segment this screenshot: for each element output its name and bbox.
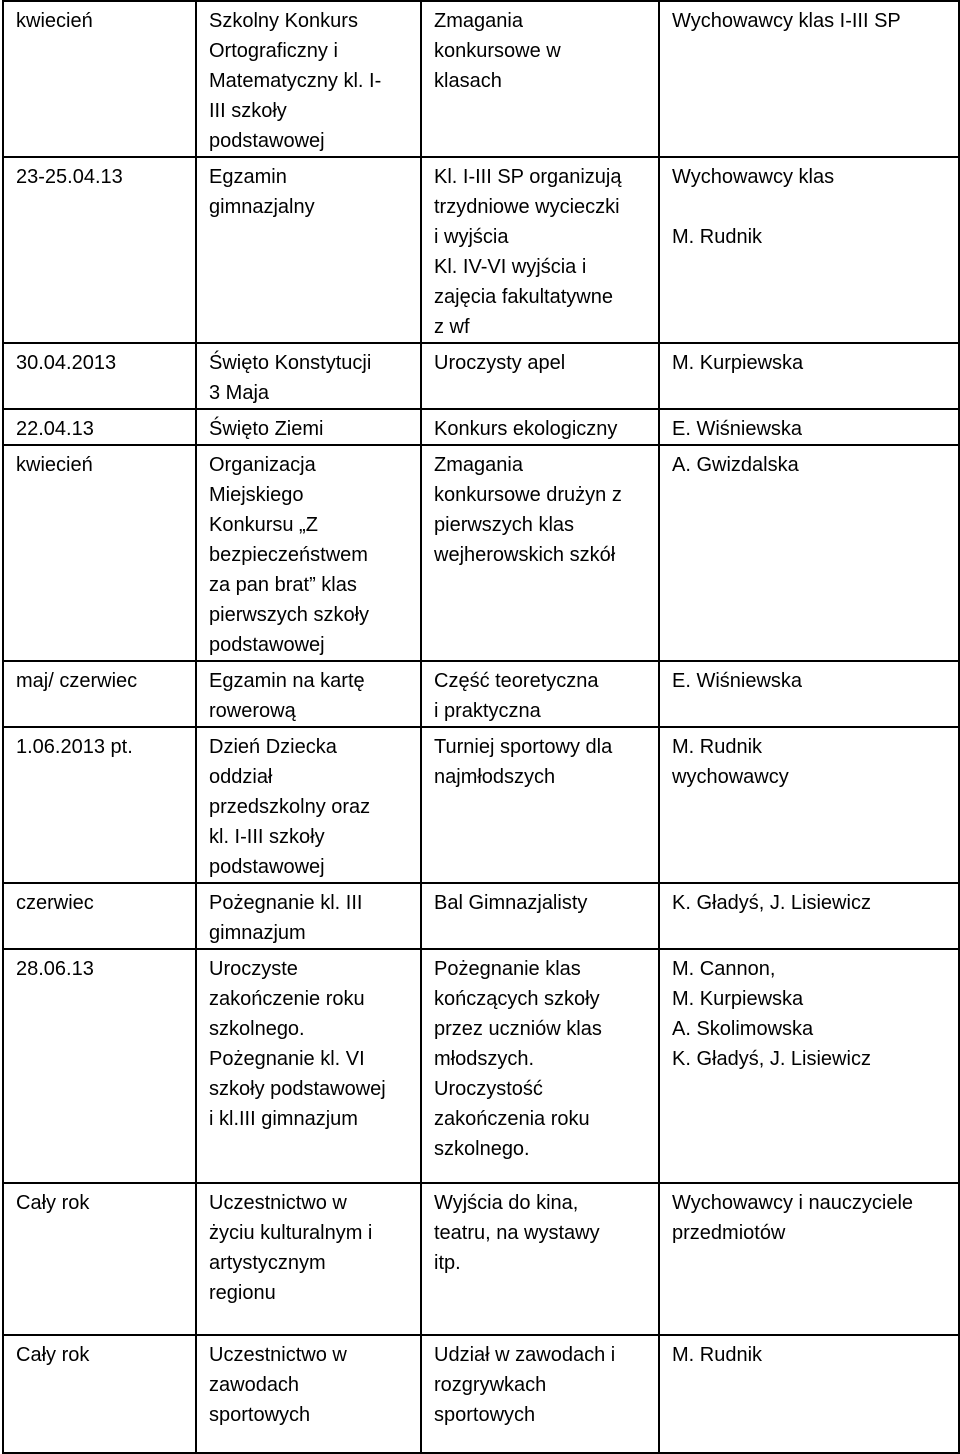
date-text: 1.06.2013 pt. bbox=[16, 736, 133, 758]
form-cell bbox=[421, 1335, 659, 1453]
date-text: Cały rok bbox=[16, 1192, 90, 1214]
form-cell bbox=[421, 445, 659, 661]
form-cell bbox=[421, 343, 659, 409]
responsible-text: M. Kurpiewska bbox=[672, 352, 804, 374]
date-cell bbox=[3, 1183, 196, 1335]
responsible-text: Wychowawcy i nauczyciele przedmiotów bbox=[672, 1192, 914, 1244]
event-text: Uroczyste zakończenie roku szkolnego. Pożegnanie kl. VI szkoły podstawowej i kl.III gimnazjum bbox=[209, 958, 386, 1130]
event-cell bbox=[196, 727, 421, 883]
responsible-text: E. Wiśniewska bbox=[672, 418, 803, 440]
event-text: Święto Konstytucji 3 Maja bbox=[209, 352, 372, 404]
form-cell bbox=[421, 949, 659, 1183]
event-cell bbox=[196, 409, 421, 445]
form-text: Część teoretyczna i praktyczna bbox=[434, 670, 599, 722]
event-cell bbox=[196, 1183, 421, 1335]
responsible-cell bbox=[659, 949, 959, 1183]
table-row bbox=[3, 445, 959, 661]
responsible-text: E. Wiśniewska bbox=[672, 670, 803, 692]
date-text: kwiecień bbox=[16, 454, 93, 476]
responsible-cell bbox=[659, 409, 959, 445]
responsible-text: M. Rudnik wychowawcy bbox=[672, 736, 789, 788]
form-cell bbox=[421, 157, 659, 343]
event-text: Pożegnanie kl. III gimnazjum bbox=[209, 892, 363, 944]
table-row bbox=[3, 1, 959, 157]
responsible-text: Wychowawcy klas M. Rudnik bbox=[672, 166, 835, 248]
form-text: Zmagania konkursowe drużyn z pierwszych klas wejherowskich szkół bbox=[434, 454, 622, 566]
responsible-text: Wychowawcy klas I-III SP bbox=[672, 10, 901, 32]
date-cell bbox=[3, 883, 196, 949]
table-row bbox=[3, 343, 959, 409]
table-row bbox=[3, 1335, 959, 1453]
table-row bbox=[3, 157, 959, 343]
form-cell bbox=[421, 1183, 659, 1335]
responsible-cell bbox=[659, 343, 959, 409]
date-cell bbox=[3, 661, 196, 727]
form-text: Udział w zawodach i rozgrywkach sportowych bbox=[434, 1344, 616, 1426]
responsible-text: M. Rudnik bbox=[672, 1344, 763, 1366]
date-cell bbox=[3, 445, 196, 661]
event-text: Uczestnictwo w zawodach sportowych bbox=[209, 1344, 347, 1426]
table-row bbox=[3, 661, 959, 727]
date-text: maj/ czerwiec bbox=[16, 670, 138, 692]
table-row bbox=[3, 1183, 959, 1335]
date-cell bbox=[3, 949, 196, 1183]
date-text: 28.06.13 bbox=[16, 958, 94, 980]
form-text: Pożegnanie klas kończących szkoły przez uczniów klas młodszych. Uroczystość zakończenia roku szkolnego. bbox=[434, 958, 602, 1160]
date-cell bbox=[3, 727, 196, 883]
responsible-cell bbox=[659, 445, 959, 661]
form-cell bbox=[421, 883, 659, 949]
form-cell bbox=[421, 1, 659, 157]
date-cell bbox=[3, 1, 196, 157]
responsible-cell bbox=[659, 1183, 959, 1335]
date-cell bbox=[3, 157, 196, 343]
responsible-cell bbox=[659, 727, 959, 883]
form-text: Turniej sportowy dla najmłodszych bbox=[434, 736, 613, 788]
date-cell bbox=[3, 343, 196, 409]
event-text: Egzamin gimnazjalny bbox=[209, 166, 315, 218]
date-text: 22.04.13 bbox=[16, 418, 94, 440]
responsible-text: K. Gładyś, J. Lisiewicz bbox=[672, 892, 871, 914]
event-cell bbox=[196, 157, 421, 343]
form-text: Zmagania konkursowe w klasach bbox=[434, 10, 561, 92]
event-cell bbox=[196, 883, 421, 949]
event-cell bbox=[196, 343, 421, 409]
date-text: 30.04.2013 bbox=[16, 352, 117, 374]
responsible-text: M. Cannon, M. Kurpiewska A. Skolimowska K. Gładyś, J. Lisiewicz bbox=[672, 958, 871, 1070]
event-cell bbox=[196, 1, 421, 157]
table-row bbox=[3, 883, 959, 949]
table-row bbox=[3, 949, 959, 1183]
event-text: Szkolny Konkurs Ortograficzny i Matematyczny kl. I- III szkoły podstawowej bbox=[209, 10, 382, 152]
event-cell bbox=[196, 445, 421, 661]
event-text: Uczestnictwo w życiu kulturalnym i artystycznym regionu bbox=[209, 1192, 373, 1304]
form-text: Bal Gimnazjalisty bbox=[434, 892, 588, 914]
responsible-cell bbox=[659, 1, 959, 157]
schedule-table bbox=[2, 0, 960, 1454]
form-text: Uroczysty apel bbox=[434, 352, 566, 374]
event-text: Egzamin na kartę rowerową bbox=[209, 670, 365, 722]
responsible-cell bbox=[659, 157, 959, 343]
event-cell bbox=[196, 1335, 421, 1453]
table-row bbox=[3, 727, 959, 883]
responsible-cell bbox=[659, 1335, 959, 1453]
table-row bbox=[3, 409, 959, 445]
responsible-cell bbox=[659, 661, 959, 727]
date-cell bbox=[3, 1335, 196, 1453]
date-text: 23-25.04.13 bbox=[16, 166, 123, 188]
form-cell bbox=[421, 409, 659, 445]
event-text: Organizacja Miejskiego Konkursu „Z bezpieczeństwem za pan brat” klas pierwszych szkoły podstawowej bbox=[209, 454, 370, 656]
date-text: czerwiec bbox=[16, 892, 94, 914]
date-text: Cały rok bbox=[16, 1344, 90, 1366]
event-text: Święto Ziemi bbox=[209, 418, 324, 440]
date-text: kwiecień bbox=[16, 10, 93, 32]
responsible-cell bbox=[659, 883, 959, 949]
date-cell bbox=[3, 409, 196, 445]
event-cell bbox=[196, 661, 421, 727]
form-text: Wyjścia do kina, teatru, na wystawy itp. bbox=[434, 1192, 600, 1274]
event-cell bbox=[196, 949, 421, 1183]
event-text: Dzień Dziecka oddział przedszkolny oraz kl. I-III szkoły podstawowej bbox=[209, 736, 371, 878]
form-text: Konkurs ekologiczny bbox=[434, 418, 618, 440]
form-cell bbox=[421, 727, 659, 883]
form-cell bbox=[421, 661, 659, 727]
responsible-text: A. Gwizdalska bbox=[672, 454, 799, 476]
form-text: Kl. I-III SP organizują trzydniowe wycieczki i wyjścia Kl. IV-VI wyjścia i zajęcia fakultatywne z wf bbox=[434, 166, 622, 338]
